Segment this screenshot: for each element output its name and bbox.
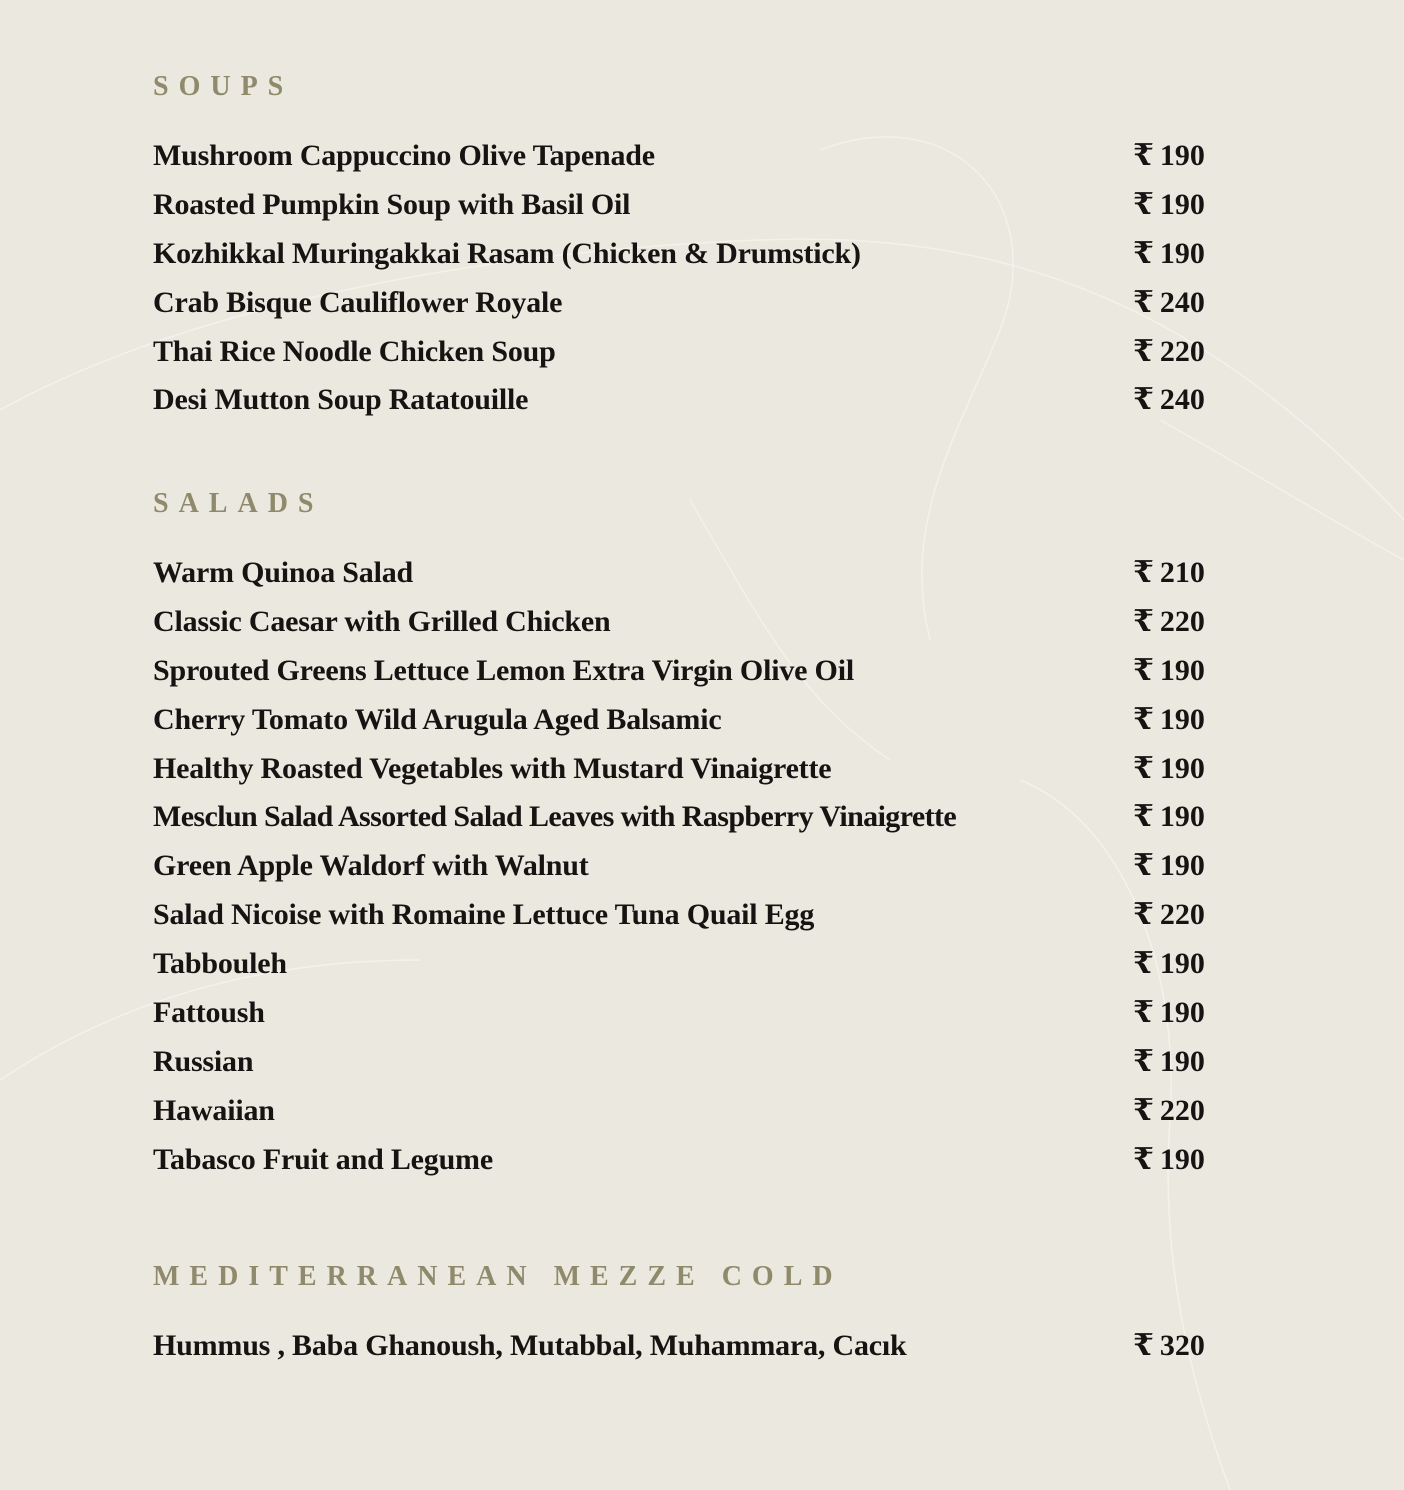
rupee-symbol: ₹ (1133, 898, 1154, 932)
menu-item (153, 236, 1213, 285)
menu-item (153, 1328, 1213, 1377)
item-name: Mushroom Cappuccino Olive Tapenade (153, 139, 655, 172)
item-name: Thai Rice Noodle Chicken Soup (153, 334, 556, 368)
menu-item (153, 897, 1213, 946)
item-list (153, 138, 1213, 431)
item-name: Cherry Tomato Wild Arugula Aged Balsamic (153, 702, 722, 736)
item-price (1133, 897, 1205, 933)
price-value: 220 (1159, 898, 1205, 932)
rupee-symbol: ₹ (1133, 383, 1154, 417)
item-name: Green Apple Waldorf with Walnut (153, 849, 589, 883)
rupee-symbol: ₹ (1133, 751, 1154, 785)
rupee-symbol: ₹ (1133, 139, 1154, 172)
item-name: Classic Caesar with Grilled Chicken (153, 604, 611, 638)
item-price (1133, 702, 1205, 738)
menu-item (153, 604, 1213, 653)
price-value: 220 (1159, 1093, 1205, 1127)
menu-item (153, 702, 1213, 751)
price-value: 190 (1159, 996, 1205, 1030)
section-soups (153, 70, 1213, 417)
item-name: Russian (153, 1044, 254, 1078)
price-value: 190 (1159, 236, 1205, 270)
rupee-symbol: ₹ (1133, 556, 1154, 589)
item-name: Tabasco Fruit and Legume (153, 1142, 493, 1176)
item-name: Mesclun Salad Assorted Salad Leaves with Raspberry Vinaigrette (153, 800, 957, 834)
price-value: 240 (1159, 383, 1205, 417)
menu-item (153, 1142, 1213, 1191)
rupee-symbol: ₹ (1133, 1044, 1154, 1078)
item-price (1133, 848, 1205, 884)
price-value: 320 (1159, 1329, 1205, 1362)
price-value: 240 (1159, 285, 1205, 319)
price-value: 220 (1159, 334, 1205, 368)
rupee-symbol: ₹ (1133, 947, 1154, 981)
price-value: 190 (1159, 800, 1205, 834)
menu-item (153, 848, 1213, 897)
item-price (1133, 1044, 1205, 1080)
price-value: 190 (1159, 139, 1205, 172)
rupee-symbol: ₹ (1133, 702, 1154, 736)
item-name: Fattoush (153, 996, 265, 1030)
item-name: Desi Mutton Soup Ratatouille (153, 383, 529, 417)
price-value: 190 (1159, 751, 1205, 785)
rupee-symbol: ₹ (1133, 334, 1154, 368)
item-name: Sprouted Greens Lettuce Lemon Extra Virgin Olive Oil (153, 653, 854, 687)
menu-item (153, 138, 1213, 187)
item-name: Crab Bisque Cauliflower Royale (153, 285, 563, 319)
section-salads (153, 487, 1213, 1176)
menu-item (153, 1044, 1213, 1093)
item-price (1133, 382, 1205, 418)
item-price (1133, 751, 1205, 787)
section-title: SALADS (153, 488, 324, 519)
price-value: 190 (1159, 1142, 1205, 1176)
price-value: 190 (1159, 947, 1205, 981)
rupee-symbol: ₹ (1133, 1142, 1154, 1176)
item-price (1133, 236, 1205, 272)
price-value: 190 (1159, 849, 1205, 883)
item-name: Warm Quinoa Salad (153, 556, 413, 589)
price-value: 190 (1159, 187, 1205, 221)
menu-item (153, 995, 1213, 1044)
price-value: 220 (1159, 604, 1205, 638)
item-price (1133, 555, 1205, 591)
menu-item (153, 285, 1213, 334)
item-price (1133, 1142, 1205, 1178)
item-list (153, 555, 1213, 1191)
menu-item (153, 799, 1213, 848)
item-price (1133, 995, 1205, 1031)
menu-item (153, 751, 1213, 800)
menu-item (153, 555, 1213, 604)
item-name: Kozhikkal Muringakkai Rasam (Chicken & Drumstick) (153, 236, 861, 270)
menu-item (153, 382, 1213, 431)
rupee-symbol: ₹ (1133, 653, 1154, 687)
item-price (1133, 946, 1205, 982)
price-value: 190 (1159, 653, 1205, 687)
item-price (1133, 285, 1205, 321)
menu-item (153, 187, 1213, 236)
section-title: MEDITERRANEAN MEZZE COLD (153, 1261, 843, 1292)
rupee-symbol: ₹ (1133, 187, 1154, 221)
section-mediterranean-mezze-cold (153, 1260, 1213, 1362)
item-price (1133, 799, 1205, 835)
item-price (1133, 653, 1205, 689)
menu-item (153, 1093, 1213, 1142)
rupee-symbol: ₹ (1133, 285, 1154, 319)
price-value: 210 (1159, 556, 1205, 589)
price-value: 190 (1159, 1044, 1205, 1078)
item-price (1133, 604, 1205, 640)
item-price (1133, 1093, 1205, 1129)
rupee-symbol: ₹ (1133, 996, 1154, 1030)
item-list (153, 1328, 1213, 1377)
item-price (1133, 187, 1205, 223)
rupee-symbol: ₹ (1133, 1329, 1154, 1362)
item-name: Tabbouleh (153, 947, 287, 981)
item-name: Salad Nicoise with Romaine Lettuce Tuna Quail Egg (153, 898, 815, 932)
item-name: Hawaiian (153, 1093, 275, 1127)
item-name: Roasted Pumpkin Soup with Basil Oil (153, 187, 631, 221)
rupee-symbol: ₹ (1133, 236, 1154, 270)
item-price (1133, 1328, 1205, 1364)
rupee-symbol: ₹ (1133, 800, 1154, 834)
menu-item (153, 946, 1213, 995)
section-title: SOUPS (153, 71, 294, 102)
menu-item (153, 334, 1213, 383)
menu-item (153, 653, 1213, 702)
item-price (1133, 334, 1205, 370)
item-name: Hummus , Baba Ghanoush, Mutabbal, Muhammara, Cacık (153, 1329, 907, 1362)
price-value: 190 (1159, 702, 1205, 736)
item-name: Healthy Roasted Vegetables with Mustard Vinaigrette (153, 751, 832, 785)
rupee-symbol: ₹ (1133, 849, 1154, 883)
item-price (1133, 138, 1205, 174)
rupee-symbol: ₹ (1133, 604, 1154, 638)
rupee-symbol: ₹ (1133, 1093, 1154, 1127)
